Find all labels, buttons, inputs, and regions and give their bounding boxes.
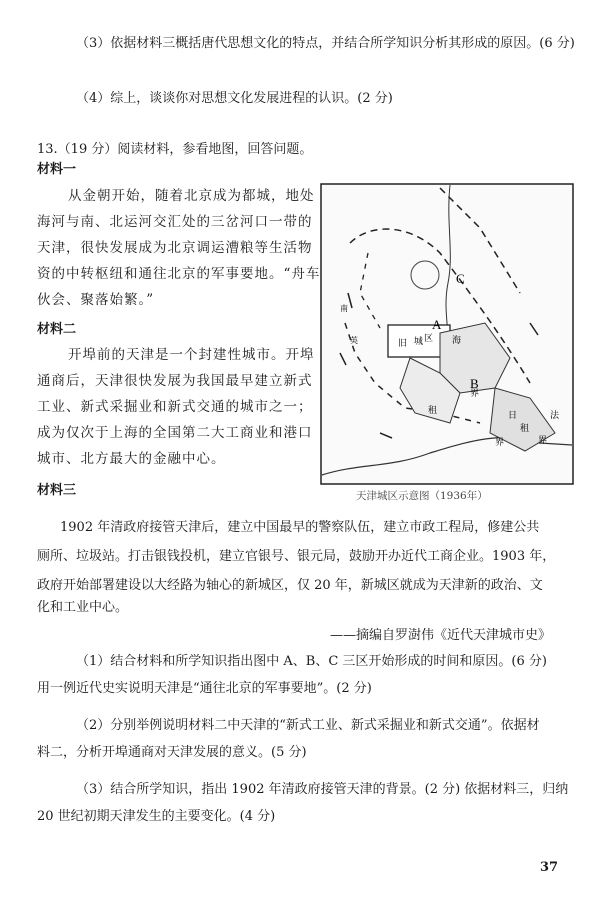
material-3-source: ——摘编自罗澍伟《近代天津城市史》 [330, 628, 552, 643]
subquestion-2-line-2: 料二，分析开埠通商对天津发展的意义。(5 分) [37, 745, 307, 760]
map-caption: 天津城区示意图（1936年） [356, 490, 488, 502]
material-1-line-5: 伙会、聚落始繁。” [37, 292, 155, 308]
tianjin-city-map [320, 183, 574, 485]
material-3-line-4: 化和工业中心。 [37, 600, 129, 615]
material-2-line-5: 城市、北方最大的金融中心。 [37, 451, 226, 467]
map-label-river: 海 [452, 336, 462, 346]
question-12-part-3: （3）依据材料三概括唐代思想文化的特点，并结合所学知识分析其形成的原因。(6 分) [76, 36, 575, 51]
material-2-title: 材料二 [37, 322, 77, 337]
map-label-zu-2: 租 [520, 424, 530, 434]
material-2-line-4: 成为仅次于上海的全国第二大工商业和港口 [37, 425, 313, 441]
material-1-line-4: 资的中转枢纽和通往北京的军事要地。“舟车 [37, 266, 321, 282]
map-label-jiu: 旧 [398, 339, 408, 349]
question-13-header: 13.（19 分）阅读材料，参看地图，回答问题。 [37, 142, 313, 157]
subquestion-1-line-2: 用一例近代史实说明天津是“通往北京的军事要地”。(2 分) [37, 681, 372, 696]
material-1-title: 材料一 [37, 162, 77, 177]
material-2-line-2: 通商后，天津很快发展为我国最早建立新式 [37, 373, 313, 389]
map-label-c: C [456, 271, 465, 286]
map-label-zu: 租 [428, 406, 438, 416]
map-label-jie-1: 界 [470, 389, 480, 399]
subquestion-2-line-1: （2）分别举例说明材料二中天津的“新式工业、新式采掘业和新式交通”。依据材 [76, 718, 540, 733]
map-label-ri: 日 [508, 411, 518, 421]
map-label-jie-2: 界 [495, 438, 505, 448]
material-1-line-3: 天津，很快发展成为北京调运漕粮等生活物 [37, 240, 313, 256]
map-label-cheng: 城 [414, 337, 424, 347]
question-12-part-4: （4）综上，谈谈你对思想文化发展进程的认识。(2 分) [76, 91, 393, 106]
material-2-line-1: 开埠前的天津是一个封建性城市。开埠 [68, 347, 315, 363]
page-number: 37 [540, 860, 559, 875]
material-3-title: 材料三 [37, 483, 77, 498]
material-2-line-3: 工业、新式采掘业和新式交通的城市之一； [37, 399, 313, 415]
map-label-fa: 法 [550, 411, 560, 421]
subquestion-1-line-1: （1）结合材料和所学知识指出图中 A、B、C 三区开始形成的时间和原因。(6 分) [76, 654, 547, 669]
map-label-b: B [470, 376, 479, 391]
material-3-line-2: 厕所、垃圾站。打击银钱投机，建立官银号、银元局，鼓励开办近代工商企业。1903 年， [37, 549, 556, 564]
map-label-ying: 英 [350, 336, 358, 345]
map-label-nan: 南 [340, 304, 348, 313]
subquestion-3-line-2: 20 世纪初期天津发生的主要变化。(4 分) [37, 809, 276, 824]
material-1-line-1: 从金朝开始，随着北京成为都城，地处 [68, 188, 315, 204]
material-3-line-3: 政府开始部署建设以大经路为轴心的新城区，仅 20 年，新城区就成为天津新的政治、文 [37, 578, 543, 593]
material-1-line-2: 海河与南、北运河交汇处的三岔河口一带的 [37, 214, 313, 230]
map-label-a: A [432, 317, 442, 332]
subquestion-3-line-1: （3）结合所学知识，指出 1902 年清政府接管天津的背景。(2 分) 依据材料三，归纳 [76, 782, 569, 797]
material-3-line-1: 1902 年清政府接管天津后，建立中国最早的警察队伍，建立市政工程局，修建公共 [60, 520, 540, 535]
map-label-jie-3: 界 [538, 436, 548, 446]
map-label-qu: 区 [424, 334, 434, 344]
